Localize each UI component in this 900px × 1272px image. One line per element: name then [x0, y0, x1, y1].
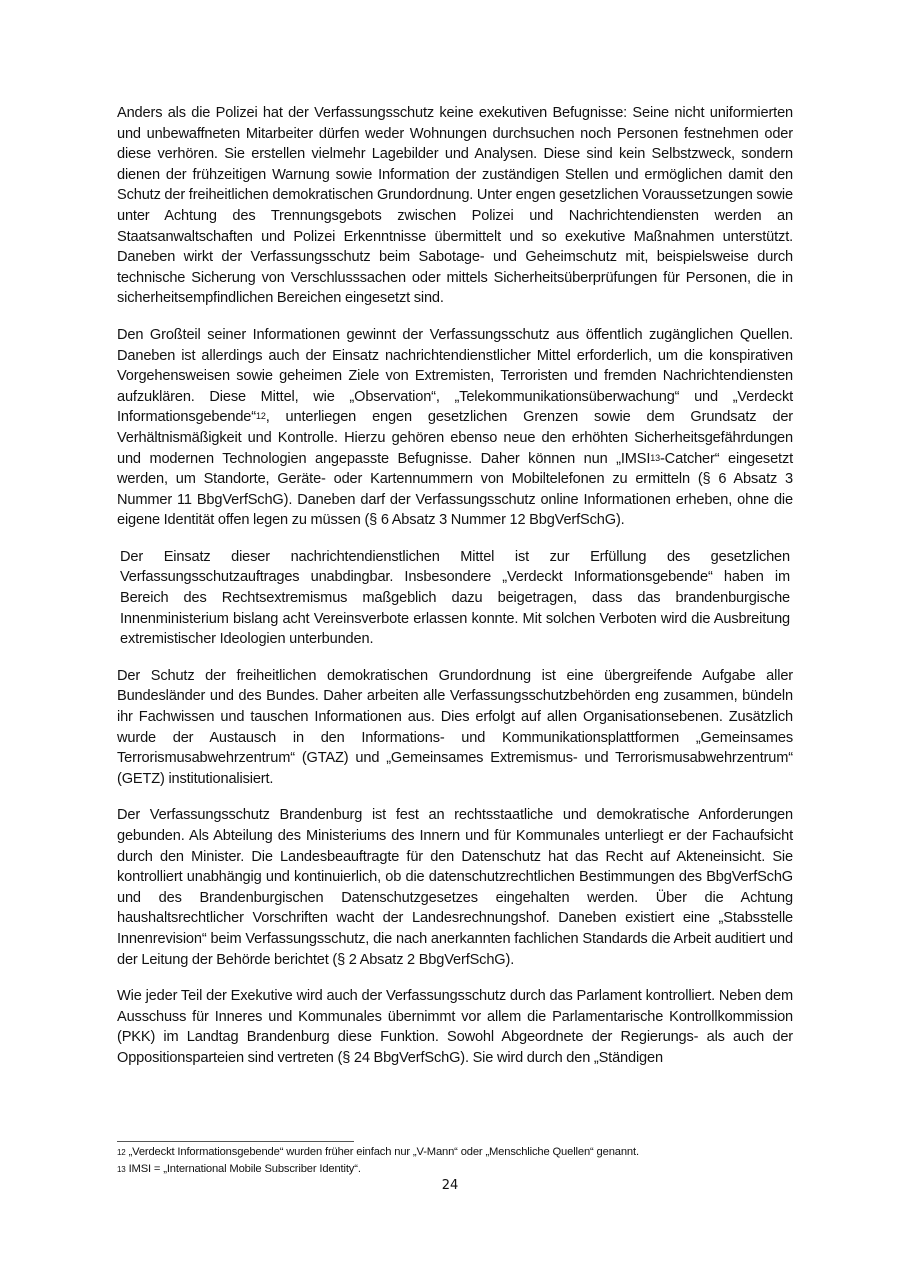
- footnote-number: 13: [117, 1165, 126, 1174]
- paragraph-zusammenarbeit: Der Schutz der freiheitlichen demokratischen Grundordnung ist eine übergreifende Aufgabe aller Bundesländer und des Bundes. Daher arbeiten alle Verfassungsschutzbehörden eng zusammen, bündeln ihr Fachwissen und tauschen Informationen aus. Dies erfolgt auf allen Organisationsebenen. Zusätzlich wurde der Austausch in den Informations- und Kommunikationsplattformen „Gemeinsames Terrorismusabwehrzentrum“ (GTAZ) und „Gemeinsames Extremismus- und Terrorismusabwehrzentrum“ (GETZ) institutionalisiert.: [117, 667, 793, 787]
- paragraph-parlamentarische-kontrolle: Wie jeder Teil der Exekutive wird auch der Verfassungsschutz durch das Parlament kontrolliert. Neben dem Ausschuss für Inneres und Kommunales übernimmt vor allem die Parlamentarische Kontrollkommission (PKK) im Landtag Brandenburg diese Funktion. Sowohl Abgeordnete der Regierungs- als auch der Oppositionsparteien sind vertreten (§ 24 BbgVerfSchG). Sie wird durch den „Ständigen: [117, 988, 793, 1066]
- paragraph-informationsgewinnung: [117, 325, 793, 531]
- paragraph-befugnisse: Anders als die Polizei hat der Verfassungsschutz keine exekutiven Befugnisse: Seine nicht uniformierten und unbewaffneten Mitarbeiter dürfen weder Wohnungen durchsuchen noch Personen festnehmen oder diese verhören. Sie erstellen vielmehr Lagebilder und Analysen. Diese sind kein Selbstzweck, sondern dienen der frühzeitigen Warnung sowie Information der zuständigen Stellen und ermöglichen damit den Schutz der freiheitlichen demokratischen Grundordnung. Unter engen gesetzlichen Voraussetzungen sowie unter Achtung des Trennungsgebots zwischen Polizei und Nachrichtendiensten werden an Staatsanwaltschaften und Polizei Erkenntnisse übermittelt und so exekutive Maßnahmen unterstützt. Daneben wirkt der Verfassungsschutz beim Sabotage- und Geheimschutz mit, beispielsweise durch technische Sicherung von Verschlusssachen oder mittels Sicherheitsüberprüfungen für Personen, die in sicherheitsempfindlichen Bereichen eingesetzt sind.: [117, 105, 793, 307]
- footnote-13: [117, 1161, 793, 1178]
- footnote-text: „Verdeckt Informationsgebende“ wurden früher einfach nur „V-Mann“ oder „Menschliche Quellen“ genannt.: [125, 1146, 639, 1158]
- page-number: 24: [441, 1178, 459, 1193]
- footnote-text: IMSI = „International Mobile Subscriber Identity“.: [125, 1163, 361, 1175]
- footnote-number: 12: [117, 1148, 126, 1157]
- footnote-reference[interactable]: 12: [255, 411, 266, 422]
- footnote-separator: [117, 1141, 354, 1142]
- footnote-12: [117, 1144, 793, 1161]
- paragraph-rechtsstaatliche-kontrolle: Der Verfassungsschutz Brandenburg ist fest an rechtsstaatliche und demokratische Anforderungen gebunden. Als Abteilung des Ministeriums des Innern und für Kommunales unterliegt er der Fachaufsicht durch den Minister. Die Landesbeauftragte für den Datenschutz hat das Recht auf Akteneinsicht. Sie kontrolliert unabhängig und kontinuierlich, ob die datenschutzrechtlichen Bestimmungen des BbgVerfSchG und des Brandenburgischen Datenschutzgesetzes eingehalten werden. Über die Achtung haushaltsrechtlicher Vorschriften wacht der Landesrechnungshof. Daneben existiert eine „Stabsstelle Innenrevision“ beim Verfassungsschutz, die nach anerkannten fachlichen Standards die Arbeit auditiert und der Leitung der Behörde berichtet (§ 2 Absatz 2 BbgVerfSchG).: [117, 807, 793, 968]
- body-text: [117, 103, 793, 1085]
- footnote-reference[interactable]: 13: [650, 452, 660, 463]
- paragraph-nachrichtendienstliche-mittel: Der Einsatz dieser nachrichtendienstlichen Mittel ist zur Erfüllung des gesetzlichen Verfassungsschutzauftrages unabdingbar. Insbesondere „Verdeckt Informationsgebende“ haben im Bereich des Rechtsextremismus maßgeblich dazu beigetragen, dass das brandenburgische Innenministerium bislang acht Vereinsverbote erlassen konnte. Mit solchen Verboten wird die Ausbreitung extremistischer Ideologien unterbunden.: [120, 548, 790, 648]
- paragraph-text-part: Den Großteil seiner Informationen gewinnt der Verfassungsschutz aus öffentlich zugänglichen Quellen. Daneben ist allerdings auch der Einsatz nachrichtendienstlicher Mittel erforderlich, um die konspirativen Vorgehensweisen sowie geheimen Ziele von Extremisten, Terroristen und fremden Nachrichtendiensten aufzuklären. Diese Mittel, wie „Observation“, „Telekommunikationsüberwachung“ und „Verdeckt Informationsgebende“: [117, 326, 793, 426]
- paragraph-text-part: -Catcher“ eingesetzt werden, um Standorte, Geräte- oder Kartennummern von Mobiltelefonen zu ermitteln (§ 6 Absatz 3 Nummer 11 BbgVerfSchG). Daneben darf der Verfassungsschutz online Informationen erheben, ohne die eigene Identität offen legen zu müssen (§ 6 Absatz 3 Nummer 12 BbgVerfSchG).: [117, 450, 794, 529]
- paragraph-text-part: , unterliegen engen gesetzlichen Grenzen sowie dem Grundsatz der Verhältnismäßigkeit und Kontrolle. Hierzu gehören ebenso neue den erhöhten Sicherheitsgefährdungen und modernen Technologien angepasste Befugnisse. Daher können nun „IMSI: [117, 409, 793, 467]
- footnotes: [117, 1144, 793, 1178]
